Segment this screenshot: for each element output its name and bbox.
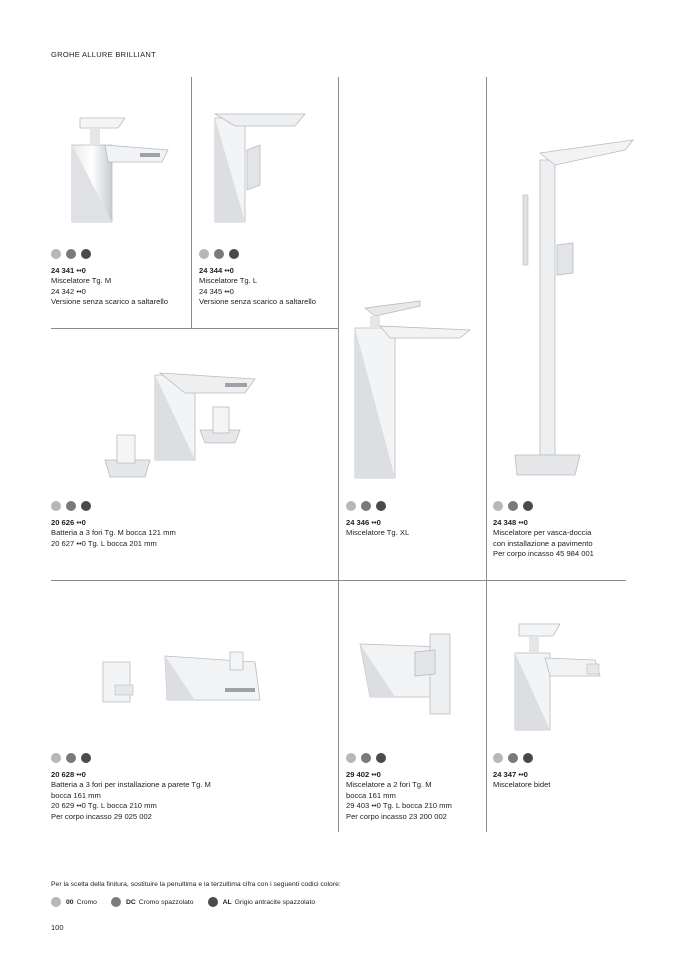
anthracite-swatch [81, 753, 91, 763]
product-card [493, 501, 594, 560]
finish-swatches [199, 249, 316, 259]
product-card [51, 501, 176, 549]
product-desc: 29 403 ••0 Tg. L bocca 210 mm [346, 801, 452, 811]
grid-divider [191, 77, 192, 328]
product-desc: Miscelatore bidet [493, 780, 551, 790]
brushed-chrome-swatch [508, 501, 518, 511]
product-desc: 24 342 ••0 [51, 286, 86, 296]
finish-swatches [51, 249, 168, 259]
finish-swatches [51, 753, 211, 763]
product-code: 24 346 ••0 [346, 518, 381, 527]
chrome-swatch [493, 753, 503, 763]
grid-divider [51, 580, 626, 581]
page-header: GROHE ALLURE BRILLIANT [51, 50, 156, 59]
anthracite-swatch [229, 249, 239, 259]
faucet-image [95, 365, 265, 485]
product-card [199, 249, 316, 308]
product-card [51, 753, 211, 822]
product-card [51, 249, 168, 308]
product-desc: Per corpo incasso 45 984 001 [493, 549, 594, 559]
product-card [346, 753, 452, 822]
product-card [346, 501, 409, 539]
product-desc: Miscelatore a 2 fori Tg. M [346, 780, 432, 790]
legend-item [208, 897, 316, 907]
product-desc: Per corpo incasso 23 200 002 [346, 811, 447, 821]
grid-divider [51, 328, 338, 329]
anthracite-swatch [208, 897, 218, 907]
faucet-image [355, 632, 460, 717]
anthracite-swatch [81, 501, 91, 511]
faucet-image [505, 618, 610, 733]
faucet-image [350, 298, 475, 483]
brushed-chrome-swatch [111, 897, 121, 907]
anthracite-swatch [376, 501, 386, 511]
chrome-swatch [51, 249, 61, 259]
brushed-chrome-swatch [214, 249, 224, 259]
brushed-chrome-swatch [508, 753, 518, 763]
product-desc: Miscelatore Tg. M [51, 276, 112, 286]
brushed-chrome-swatch [361, 501, 371, 511]
finish-swatches [493, 753, 550, 763]
product-code: 20 626 ••0 [51, 518, 86, 527]
faucet-image [205, 110, 315, 225]
product-code: 24 347 ••0 [493, 770, 528, 779]
chrome-swatch [51, 897, 61, 907]
finish-swatches [346, 501, 409, 511]
anthracite-swatch [376, 753, 386, 763]
finish-swatches [51, 501, 176, 511]
product-desc: Versione senza scarico a saltarello [199, 297, 316, 307]
product-code: 20 628 ••0 [51, 770, 86, 779]
product-desc: Batteria a 3 fori Tg. M bocca 121 mm [51, 528, 176, 538]
finish-swatches [493, 501, 594, 511]
brushed-chrome-swatch [66, 753, 76, 763]
faucet-image [60, 110, 175, 225]
brushed-chrome-swatch [361, 753, 371, 763]
anthracite-swatch [523, 501, 533, 511]
faucet-image [95, 650, 270, 710]
product-desc: bocca 161 mm [346, 790, 396, 800]
legend-code: 00 [66, 898, 74, 906]
legend-label: Grigio antracite spazzolato [234, 898, 316, 906]
product-desc: Per corpo incasso 29 025 002 [51, 811, 152, 821]
chrome-swatch [346, 753, 356, 763]
product-desc: Miscelatore Tg. L [199, 276, 258, 286]
legend-label: Cromo spazzolato [138, 898, 194, 906]
legend-item [51, 897, 97, 907]
product-desc: con installazione a pavimento [493, 538, 593, 548]
product-desc: bocca 161 mm [51, 790, 101, 800]
chrome-swatch [51, 753, 61, 763]
product-desc: Miscelatore per vasca-doccia [493, 528, 592, 538]
chrome-swatch [51, 501, 61, 511]
product-code: 29 402 ••0 [346, 770, 381, 779]
product-desc: 20 627 ••0 Tg. L bocca 201 mm [51, 538, 157, 548]
product-desc: Versione senza scarico a saltarello [51, 297, 168, 307]
anthracite-swatch [81, 249, 91, 259]
legend-code: AL [222, 898, 232, 906]
finish-swatches [346, 753, 452, 763]
grid-divider [486, 77, 487, 832]
finish-legend [51, 897, 329, 907]
product-code: 24 344 ••0 [199, 266, 234, 275]
product-card [493, 753, 550, 791]
product-code: 24 348 ••0 [493, 518, 528, 527]
product-desc: Batteria a 3 fori per installazione a parete Tg. M [51, 780, 211, 790]
product-desc: Miscelatore Tg. XL [346, 528, 410, 538]
brushed-chrome-swatch [66, 249, 76, 259]
product-code: 24 341 ••0 [51, 266, 86, 275]
chrome-swatch [346, 501, 356, 511]
finish-note: Per la scelta della finitura, sostituire la penultima e la terzultima cifra con i seguenti codici colore: [51, 881, 341, 888]
brushed-chrome-swatch [66, 501, 76, 511]
legend-code: DC [125, 898, 136, 906]
product-desc: 24 345 ••0 [199, 286, 234, 296]
product-desc: 20 629 ••0 Tg. L bocca 210 mm [51, 801, 157, 811]
page-number: 100 [51, 923, 64, 932]
legend-label: Cromo [76, 898, 97, 906]
chrome-swatch [199, 249, 209, 259]
faucet-image [505, 135, 640, 480]
legend-item [111, 897, 194, 907]
grid-divider [338, 77, 339, 832]
anthracite-swatch [523, 753, 533, 763]
chrome-swatch [493, 501, 503, 511]
